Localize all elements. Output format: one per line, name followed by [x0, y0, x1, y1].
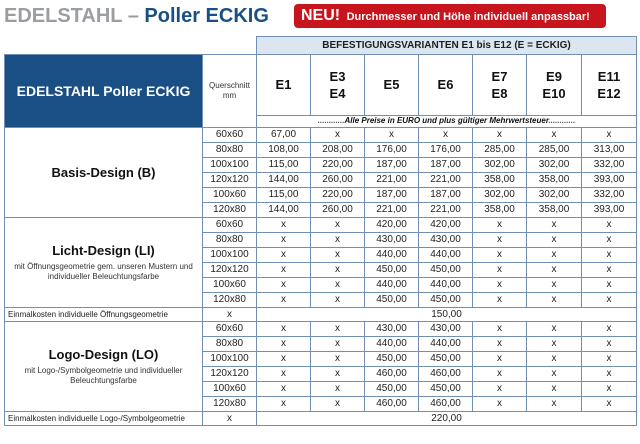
- price-cell: 440,00: [419, 278, 473, 293]
- price-cell: 187,00: [419, 188, 473, 203]
- price-cell: 450,00: [419, 382, 473, 397]
- price-note-text: Alle Preise in EURO und plus gültiger Mehrwertsteuer: [344, 116, 549, 126]
- price-cell: x: [473, 233, 527, 248]
- onetime-cost-row: [5, 412, 637, 426]
- price-cell: x: [582, 248, 637, 263]
- crosssection-cell: 120x120: [203, 173, 257, 188]
- price-cell: x: [473, 263, 527, 278]
- variant-header: [365, 55, 419, 116]
- variant-header-line2: E12: [597, 85, 621, 101]
- price-cell: 176,00: [419, 143, 473, 158]
- onetime-cost-label: Einmalkosten individuelle Öffnungsgeometrie: [5, 308, 203, 322]
- price-cell: 176,00: [365, 143, 419, 158]
- price-cell: x: [311, 218, 365, 233]
- price-note: ............Alle Preise in EURO und plus gültiger Mehrwertsteuer............: [257, 115, 637, 127]
- crosssection-cell: 60x60: [203, 218, 257, 233]
- price-cell: 430,00: [419, 322, 473, 337]
- price-cell: x: [582, 397, 637, 412]
- price-cell: x: [311, 367, 365, 382]
- variant-header: [473, 55, 527, 116]
- price-cell: x: [365, 128, 419, 143]
- price-cell: 144,00: [257, 203, 311, 218]
- page-title: [4, 5, 269, 28]
- variant-header-line1: E5: [383, 77, 400, 93]
- price-cell: 220,00: [311, 188, 365, 203]
- price-cell: 187,00: [365, 188, 419, 203]
- price-cell: x: [257, 278, 311, 293]
- price-cell: 393,00: [582, 203, 637, 218]
- price-cell: x: [527, 397, 582, 412]
- product-header: EDELSTAHL Poller ECKIG: [5, 55, 203, 128]
- price-cell: 221,00: [419, 173, 473, 188]
- variant-header-line2: E10: [542, 85, 566, 101]
- price-cell: x: [311, 128, 365, 143]
- price-cell: 313,00: [582, 143, 637, 158]
- price-cell: x: [257, 233, 311, 248]
- price-cell: x: [527, 128, 582, 143]
- price-cell: 440,00: [419, 248, 473, 263]
- price-cell: 260,00: [311, 203, 365, 218]
- variant-header-line1: E7: [491, 68, 508, 84]
- price-cell: x: [311, 248, 365, 263]
- design-title: Logo-Design (LO): [48, 347, 159, 362]
- price-cell: x: [582, 128, 637, 143]
- variant-header: [582, 55, 637, 116]
- crosssection-cell: 80x80: [203, 143, 257, 158]
- price-cell: 430,00: [365, 322, 419, 337]
- price-cell: x: [311, 382, 365, 397]
- price-cell: 358,00: [473, 203, 527, 218]
- price-cell: x: [527, 293, 582, 308]
- price-cell: 450,00: [365, 293, 419, 308]
- variant-header: [311, 55, 365, 116]
- price-cell: 221,00: [365, 173, 419, 188]
- price-cell: x: [582, 218, 637, 233]
- onetime-cost-value: 150,00: [257, 308, 637, 322]
- price-cell: 187,00: [365, 158, 419, 173]
- title-material: EDELSTAHL: [4, 5, 123, 27]
- title-product: Poller ECKIG: [144, 5, 269, 27]
- price-cell: x: [257, 218, 311, 233]
- price-cell: 440,00: [365, 337, 419, 352]
- variant-header-line1: E3: [329, 68, 346, 84]
- price-cell: 430,00: [365, 233, 419, 248]
- price-cell: 67,00: [257, 128, 311, 143]
- table-corner: [5, 37, 257, 55]
- price-cell: 460,00: [365, 367, 419, 382]
- design-title: Basis-Design (B): [51, 164, 156, 180]
- price-cell: 220,00: [311, 158, 365, 173]
- price-cell: x: [257, 248, 311, 263]
- price-cell: 187,00: [419, 158, 473, 173]
- variant-header: [419, 55, 473, 116]
- price-cell: 358,00: [527, 173, 582, 188]
- design-description: mit Öffnungsgeometrie gem. unseren Mustern und individueller Beleuchtungsfarbe: [14, 262, 193, 281]
- price-cell: x: [473, 128, 527, 143]
- crosssection-cell: 100x100: [203, 158, 257, 173]
- price-cell: 420,00: [419, 218, 473, 233]
- price-cell: x: [527, 352, 582, 367]
- price-cell: x: [257, 352, 311, 367]
- crosssection-cell: 120x80: [203, 203, 257, 218]
- new-badge: [294, 4, 606, 28]
- price-cell: 144,00: [257, 173, 311, 188]
- price-cell: x: [257, 293, 311, 308]
- price-cell: x: [582, 337, 637, 352]
- price-cell: 440,00: [365, 278, 419, 293]
- crosssection-header: [203, 55, 257, 128]
- price-table: [4, 36, 637, 426]
- design-description: mit Logo-/Symbolgeometrie und individueller Beleuchtungsfarbe: [24, 366, 183, 385]
- table-row: [5, 218, 637, 233]
- onetime-cost-row: [5, 308, 637, 322]
- price-cell: x: [311, 337, 365, 352]
- design-label: [5, 218, 203, 308]
- price-cell: x: [582, 367, 637, 382]
- crosssection-label: Querschnitt: [209, 81, 250, 90]
- crosssection-cell: 80x80: [203, 233, 257, 248]
- price-cell: x: [527, 233, 582, 248]
- crosssection-cell: 120x80: [203, 293, 257, 308]
- price-cell: x: [582, 293, 637, 308]
- price-cell: 332,00: [582, 158, 637, 173]
- new-badge-text: Durchmesser und Höhe individuell anpassbar!: [346, 11, 590, 23]
- price-cell: x: [473, 218, 527, 233]
- price-cell: x: [311, 278, 365, 293]
- price-cell: x: [473, 337, 527, 352]
- crosssection-cell: 60x60: [203, 322, 257, 337]
- crosssection-cell: 60x60: [203, 128, 257, 143]
- price-cell: x: [527, 337, 582, 352]
- price-cell: x: [527, 263, 582, 278]
- crosssection-cell: 100x60: [203, 382, 257, 397]
- price-cell: 460,00: [365, 397, 419, 412]
- table-row: [5, 128, 637, 143]
- price-cell: x: [311, 263, 365, 278]
- variant-header-line1: E11: [597, 68, 621, 84]
- crosssection-cell: 80x80: [203, 337, 257, 352]
- page-header: [0, 0, 640, 32]
- price-cell: x: [473, 397, 527, 412]
- price-cell: 460,00: [419, 367, 473, 382]
- price-cell: 221,00: [419, 203, 473, 218]
- price-cell: 430,00: [419, 233, 473, 248]
- price-cell: x: [582, 278, 637, 293]
- price-cell: x: [582, 322, 637, 337]
- price-cell: 358,00: [473, 173, 527, 188]
- price-cell: 358,00: [527, 203, 582, 218]
- price-cell: x: [473, 278, 527, 293]
- price-cell: 450,00: [419, 293, 473, 308]
- variant-header-line1: E1: [275, 77, 292, 93]
- variant-header-line1: E6: [437, 77, 454, 93]
- price-cell: 332,00: [582, 188, 637, 203]
- table-row: [5, 322, 637, 337]
- crosssection-cell: 100x60: [203, 188, 257, 203]
- price-cell: x: [527, 322, 582, 337]
- price-cell: 440,00: [365, 248, 419, 263]
- onetime-cost-e1: x: [203, 308, 257, 322]
- price-cell: x: [582, 233, 637, 248]
- price-cell: 208,00: [311, 143, 365, 158]
- price-cell: x: [473, 248, 527, 263]
- price-cell: x: [582, 263, 637, 278]
- crosssection-cell: 100x100: [203, 352, 257, 367]
- crosssection-cell: 100x60: [203, 278, 257, 293]
- price-cell: x: [257, 337, 311, 352]
- price-cell: x: [311, 397, 365, 412]
- price-cell: x: [311, 322, 365, 337]
- price-cell: x: [527, 278, 582, 293]
- price-cell: 302,00: [473, 158, 527, 173]
- price-cell: 260,00: [311, 173, 365, 188]
- variant-header: [527, 55, 582, 116]
- crosssection-unit: mm: [222, 91, 237, 100]
- design-label: [5, 322, 203, 412]
- price-cell: 420,00: [365, 218, 419, 233]
- price-cell: 115,00: [257, 188, 311, 203]
- price-cell: 285,00: [473, 143, 527, 158]
- price-cell: 450,00: [419, 263, 473, 278]
- price-cell: 115,00: [257, 158, 311, 173]
- price-cell: x: [527, 248, 582, 263]
- price-cell: x: [527, 218, 582, 233]
- price-cell: x: [473, 322, 527, 337]
- price-cell: x: [582, 352, 637, 367]
- price-cell: x: [527, 367, 582, 382]
- variant-header-line2: E8: [491, 85, 508, 101]
- price-cell: x: [582, 382, 637, 397]
- price-cell: 450,00: [365, 352, 419, 367]
- price-cell: x: [257, 382, 311, 397]
- price-cell: x: [311, 293, 365, 308]
- design-label: [5, 128, 203, 218]
- variant-header-line1: E9: [546, 68, 562, 84]
- price-cell: 440,00: [419, 337, 473, 352]
- price-cell: x: [257, 322, 311, 337]
- price-cell: 450,00: [365, 263, 419, 278]
- title-dash: –: [127, 5, 139, 27]
- crosssection-cell: 120x120: [203, 367, 257, 382]
- price-cell: x: [311, 233, 365, 248]
- onetime-cost-value: 220,00: [257, 412, 637, 426]
- price-cell: x: [473, 293, 527, 308]
- price-cell: x: [419, 128, 473, 143]
- price-cell: x: [257, 367, 311, 382]
- crosssection-cell: 120x80: [203, 397, 257, 412]
- onetime-cost-label: Einmalkosten individuelle Logo-/Symbolgeometrie: [5, 412, 203, 426]
- price-cell: 108,00: [257, 143, 311, 158]
- price-cell: 302,00: [473, 188, 527, 203]
- variants-header: BEFESTIGUNGSVARIANTEN E1 bis E12 (E = ECKIG): [257, 37, 637, 55]
- price-cell: x: [473, 382, 527, 397]
- price-cell: x: [257, 397, 311, 412]
- price-cell: 450,00: [419, 352, 473, 367]
- crosssection-cell: 120x120: [203, 263, 257, 278]
- variant-header: [257, 55, 311, 116]
- design-title: Licht-Design (LI): [52, 243, 155, 258]
- price-cell: 302,00: [527, 188, 582, 203]
- price-cell: x: [473, 352, 527, 367]
- price-cell: 393,00: [582, 173, 637, 188]
- price-cell: x: [257, 263, 311, 278]
- variant-header-line2: E4: [329, 85, 346, 101]
- price-cell: 285,00: [527, 143, 582, 158]
- price-cell: x: [311, 352, 365, 367]
- price-cell: 221,00: [365, 203, 419, 218]
- crosssection-cell: 100x100: [203, 248, 257, 263]
- price-cell: 450,00: [365, 382, 419, 397]
- price-cell: x: [473, 367, 527, 382]
- price-cell: 302,00: [527, 158, 582, 173]
- price-cell: x: [527, 382, 582, 397]
- onetime-cost-e1: x: [203, 412, 257, 426]
- new-badge-label: NEU!: [301, 7, 341, 24]
- price-cell: 460,00: [419, 397, 473, 412]
